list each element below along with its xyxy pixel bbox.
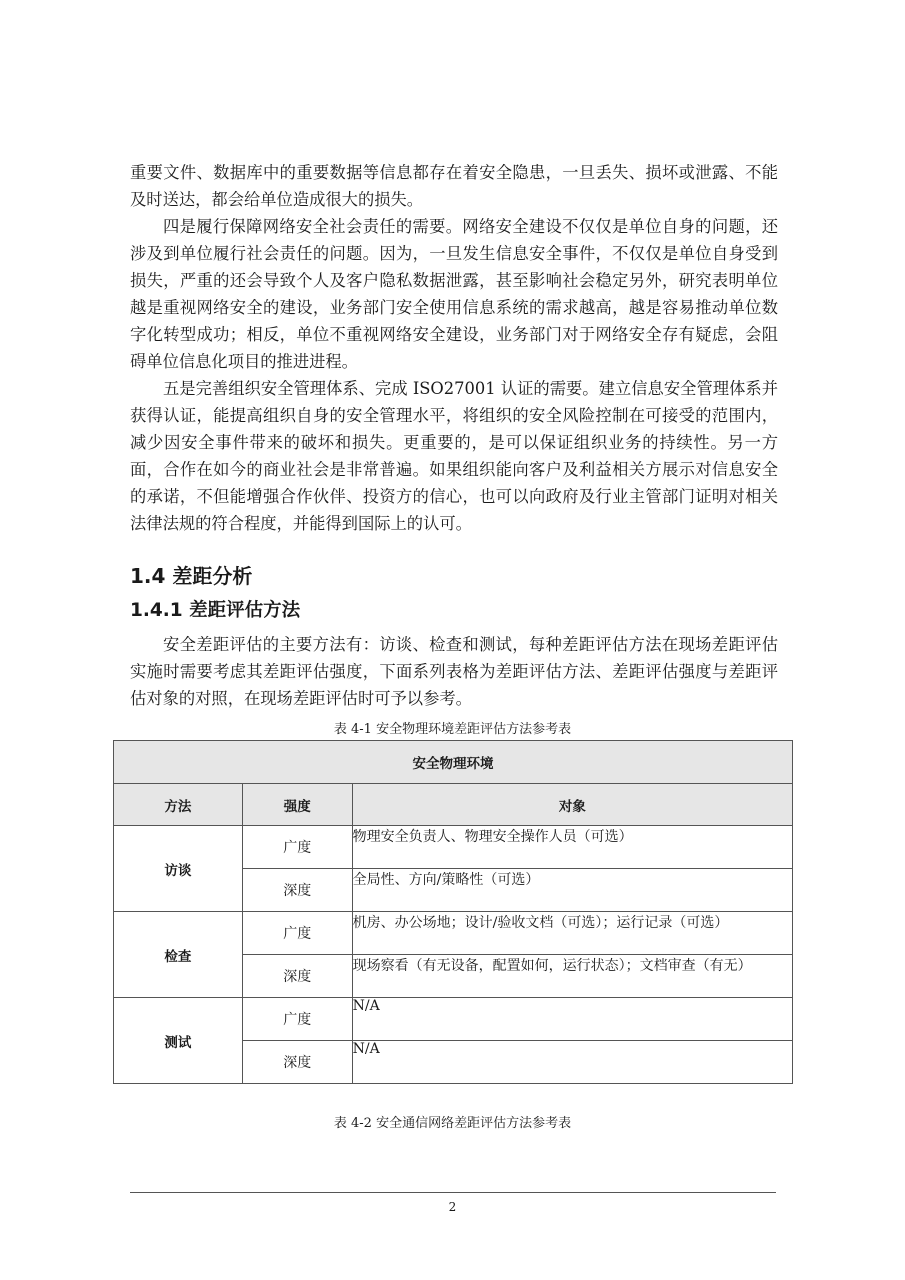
- section-heading: 1.4 差距分析: [130, 564, 253, 588]
- subsection-heading: 1.4.1 差距评估方法: [130, 600, 301, 621]
- table-row: [114, 998, 793, 1041]
- strength-cell: 广度: [242, 912, 352, 955]
- table-row: [114, 826, 793, 869]
- table-row: [114, 912, 793, 955]
- body-text-top: [130, 159, 778, 537]
- body-text-methods: [130, 631, 778, 712]
- footer-divider: [130, 1192, 776, 1193]
- strength-cell: 深度: [242, 869, 352, 912]
- method-testing: 测试: [114, 998, 243, 1084]
- strength-cell: 广度: [242, 826, 352, 869]
- column-header-strength: 强度: [242, 784, 352, 826]
- target-cell: 机房、办公场地；设计/验收文档（可选）；运行记录（可选）: [352, 912, 792, 955]
- table-caption: 表 4-1 安全物理环境差距评估方法参考表: [333, 722, 572, 737]
- page-number: 2: [448, 1200, 457, 1214]
- column-header-target: 对象: [352, 784, 792, 826]
- target-cell: 物理安全负责人、物理安全操作人员（可选）: [352, 826, 792, 869]
- strength-cell: 深度: [242, 955, 352, 998]
- target-cell: N/A: [352, 1041, 792, 1084]
- paragraph-continuation: 重要文件、数据库中的重要数据等信息都存在着安全隐患，一旦丢失、损坏或泄露、不能及时送达，都会给单位造成很大的损失。: [130, 163, 778, 209]
- target-cell: N/A: [352, 998, 792, 1041]
- method-interview: 访谈: [114, 826, 243, 912]
- target-cell: 全局性、方向/策略性（可选）: [352, 869, 792, 912]
- method-inspection: 检查: [114, 912, 243, 998]
- paragraph-five: 五是完善组织安全管理体系、完成 ISO27001 认证的需要。建立信息安全管理体系并获得认证，能提高组织自身的安全管理水平，将组织的安全风险控制在可接受的范围内，减少因安全事件带来的破坏和损失。更重要的，是可以保证组织业务的持续性。另一方面，合作在如今的商业社会是非常普遍。如果组织能向客户及利益相关方展示对信息安全的承诺，不但能增强合作伙伴、投资方的信心，也可以向政府及行业主管部门证明对相关法律法规的符合程度，并能得到国际上的认可。: [130, 379, 778, 533]
- paragraph-four: 四是履行保障网络安全社会责任的需要。网络安全建设不仅仅是单位自身的问题，还涉及到单位履行社会责任的问题。因为，一旦发生信息安全事件，不仅仅是单位自身受到损失，严重的还会导致个人及客户隐私数据泄露，甚至影响社会稳定另外，研究表明单位越是重视网络安全的建设，业务部门安全使用信息系统的需求越高，越是容易推动单位数字化转型成功；相反，单位不重视网络安全建设，业务部门对于网络安全存有疑虑，会阻碍单位信息化项目的推进进程。: [130, 217, 778, 371]
- assessment-table: [113, 740, 793, 1084]
- table-caption-next: 表 4-2 安全通信网络差距评估方法参考表: [333, 1116, 572, 1131]
- strength-cell: 深度: [242, 1041, 352, 1084]
- table-title: 安全物理环境: [114, 741, 793, 784]
- strength-cell: 广度: [242, 998, 352, 1041]
- paragraph-methods: 安全差距评估的主要方法有：访谈、检查和测试，每种差距评估方法在现场差距评估实施时需要考虑其差距评估强度，下面系列表格为差距评估方法、差距评估强度与差距评估对象的对照，在现场差距评估时可予以参考。: [130, 635, 778, 708]
- column-header-method: 方法: [114, 784, 243, 826]
- target-cell: 现场察看（有无设备，配置如何，运行状态）；文档审查（有无）: [352, 955, 792, 998]
